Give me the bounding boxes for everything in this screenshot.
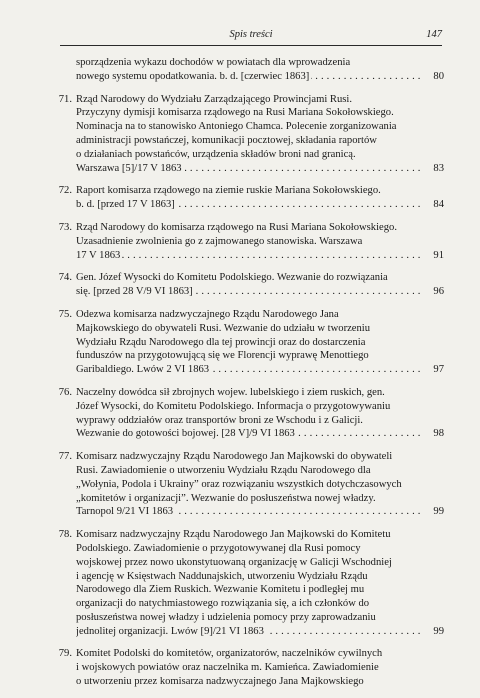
entry-line <box>76 349 444 363</box>
entry-line <box>76 492 444 506</box>
entry-text: „komitetów i organizacji”. Wezwanie do posłuszeństwa nowej władzy. <box>76 492 376 504</box>
entry-line <box>76 386 444 400</box>
entry-line <box>76 70 444 84</box>
entry-line <box>76 583 444 597</box>
entry-line <box>76 427 444 441</box>
toc-entry <box>40 308 444 377</box>
entry-text: jednolitej organizacji. Lwów [9]/21 VI 1863 <box>76 625 264 637</box>
entry-line <box>76 271 444 285</box>
entry-text: Nominacja na to stanowisko Antoniego Chamca. Polecenie zorganizowania <box>76 121 397 133</box>
entry-text: administracji powstańczej, komunikacji pocztowej, składania raportów <box>76 134 377 146</box>
entry-page-number: 99 <box>420 625 444 639</box>
entry-text: 17 V 1863 <box>76 249 121 261</box>
entry-text: Warszawa [5]/17 V 1863 <box>76 162 182 174</box>
entry-text: sporządzenia wykazu dochodów w powiatach dla wprowadzenia <box>76 57 351 68</box>
entry-text: i wojskowych powiatów oraz naczelnika m. Kamieńca. Zawiadomienie <box>76 662 379 674</box>
entry-line <box>76 162 444 176</box>
entry-line <box>76 336 444 350</box>
entry-text: Rząd Narodowy do Wydziału Zarządzającego Prowincjami Rusi. <box>76 93 352 105</box>
entry-text: się. [przed 28 V/9 VI 1863] <box>76 286 193 298</box>
entry-text: Naczelny dowódca sił zbrojnych wojew. lubelskiego i ziem ruskich, gen. <box>76 386 385 398</box>
entry-line <box>76 120 444 134</box>
entry-page-number: 91 <box>420 249 444 263</box>
entry-text: Uzasadnienie zwolnienia go z zajmowanego stanowiska. Warszawa <box>76 235 363 247</box>
entry-text: nowego systemu opodatkowania. b. d. [czerwiec 1863] <box>76 70 310 82</box>
entry-line <box>76 308 444 322</box>
entry-text: Gen. Józef Wysocki do Komitetu Podolskiego. Wezwanie do rozwiązania <box>76 272 388 284</box>
entry-text: wyprawy oddziałów oraz transportów broni ze Wschodu i z Galicji. <box>76 414 363 426</box>
running-head-title: Spis treści <box>229 29 273 40</box>
entry-text: Komisarz nadzwyczajny Rządu Narodowego Jan Majkowski do Komitetu <box>76 529 391 541</box>
entry-number: 71. <box>58 93 72 105</box>
entry-line <box>76 611 444 625</box>
entry-line <box>76 542 444 556</box>
entry-page-number: 98 <box>420 427 444 441</box>
entry-text: Garibaldiego. Lwów 2 VI 1863 <box>76 364 210 376</box>
entry-text: o utworzeniu przez komisarza nadzwyczajnego Jana Majkowskiego <box>76 676 364 688</box>
entry-text: o działaniach powstańców, urządzenia składów broni nad granicą. <box>76 148 356 160</box>
entry-text: Podolskiego. Zawiadomienie o przygotowywanej dla Rusi pomocy <box>76 542 361 554</box>
entry-page-number: 80 <box>420 70 444 84</box>
entry-text: i agencję w Księstwach Naddunajskich, utworzeniu Wydziału Rządu <box>76 570 368 582</box>
entry-line <box>76 285 444 299</box>
entry-text: Odezwa komisarza nadzwyczajnego Rządu Narodowego Jana <box>76 308 339 320</box>
entry-text: Komitet Podolski do komitetów, organizatorów, naczelników cywilnych <box>76 648 383 660</box>
entry-line <box>76 148 444 162</box>
entry-page-number: 96 <box>420 285 444 299</box>
entry-line <box>76 198 444 212</box>
entry-line <box>76 400 444 414</box>
running-head <box>60 29 442 46</box>
entry-line <box>76 235 444 249</box>
entry-line <box>76 450 444 464</box>
entry-text: Raport komisarza rządowego na ziemie ruskie Mariana Sokołowskiego. <box>76 185 381 197</box>
entry-text: Józef Wysocki, do Komitetu Podolskiego. Informacja o przygotowywaniu <box>76 400 391 412</box>
entry-line <box>76 363 444 377</box>
entry-line <box>76 647 444 661</box>
toc-entry <box>40 221 444 262</box>
entry-text: Tarnopol 9/21 VI 1863 <box>76 506 174 518</box>
entry-text: funduszów na przygotowującą się we Florencji wyprawę Menottiego <box>76 350 369 362</box>
entry-text: „Wołynia, Podola i Ukrainy” oraz rozwiązaniu wszystkich dotychczasowych <box>76 478 402 490</box>
entry-line <box>76 464 444 478</box>
entry-text: Rząd Narodowy do komisarza rządowego na Rusi Mariana Sokołowskiego. <box>76 221 397 233</box>
entry-line <box>76 134 444 148</box>
entry-line <box>76 106 444 120</box>
toc-entry <box>40 386 444 441</box>
toc-entry <box>40 528 444 638</box>
entry-number: 77. <box>58 451 72 463</box>
entry-text: posłuszeństwa nowej władzy i udzielenia pomocy przy zaprowadzaniu <box>76 611 376 623</box>
entry-page-number: 84 <box>420 198 444 212</box>
entry-text: organizacji do natychmiastowego rozwiązania się, a ich członków do <box>76 598 370 610</box>
entry-number: 76. <box>58 386 72 398</box>
entry-text: Przyczyny dymisji komisarza rządowego na Rusi Mariana Sokołowskiego. <box>76 107 394 119</box>
entry-line <box>76 625 444 639</box>
entry-line <box>76 184 444 198</box>
entry-line <box>76 661 444 675</box>
table-of-contents <box>40 56 444 698</box>
entry-text: wojskowej przez nowo ukonstytuowaną organizację w Galicji Wschodniej <box>76 556 392 568</box>
entry-line <box>76 56 444 70</box>
entry-line <box>76 675 444 689</box>
entry-line <box>76 505 444 519</box>
entry-line <box>76 597 444 611</box>
entry-line <box>76 93 444 107</box>
entry-number: 75. <box>58 308 72 320</box>
entry-page-number: 97 <box>420 363 444 377</box>
entry-number: 72. <box>58 185 72 197</box>
entry-text: Wydziału Rządu Narodowego dla tej prowincji oraz do dostarczenia <box>76 336 366 348</box>
entry-text: Narodowego dla Ziem Ruskich. Wezwanie Komitetu i podległej mu <box>76 584 365 596</box>
entry-line <box>76 556 444 570</box>
toc-entry <box>40 93 444 176</box>
toc-entry <box>40 647 444 688</box>
entry-line <box>76 221 444 235</box>
entry-number: 78. <box>58 529 72 541</box>
toc-entry <box>40 450 444 519</box>
entry-number: 73. <box>58 221 72 233</box>
entry-text: Rusi. Zawiadomienie o utworzeniu Wydziału Rządu Narodowego dla <box>76 464 371 476</box>
entry-number: 74. <box>58 272 72 284</box>
entry-page-number: 99 <box>420 505 444 519</box>
entry-text: b. d. [przed 17 V 1863] <box>76 199 175 211</box>
entry-number: 79. <box>58 648 72 660</box>
entry-line <box>76 322 444 336</box>
toc-entry <box>40 271 444 299</box>
page-number: 147 <box>426 29 442 40</box>
entry-text: Majkowskiego do obywateli Rusi. Wezwanie do udziału w tworzeniu <box>76 322 371 334</box>
toc-entry <box>40 56 444 84</box>
entry-line <box>76 528 444 542</box>
entry-text: Wezwanie do gotowości bojowej. [28 V]/9 VI 1863 <box>76 428 295 440</box>
entry-line <box>76 249 444 263</box>
entry-page-number: 83 <box>420 162 444 176</box>
entry-line <box>76 570 444 584</box>
entry-line <box>76 478 444 492</box>
entry-text: Komisarz nadzwyczajny Rządu Narodowego Jan Majkowski do obywateli <box>76 451 393 463</box>
toc-entry <box>40 184 444 212</box>
entry-line <box>76 414 444 428</box>
